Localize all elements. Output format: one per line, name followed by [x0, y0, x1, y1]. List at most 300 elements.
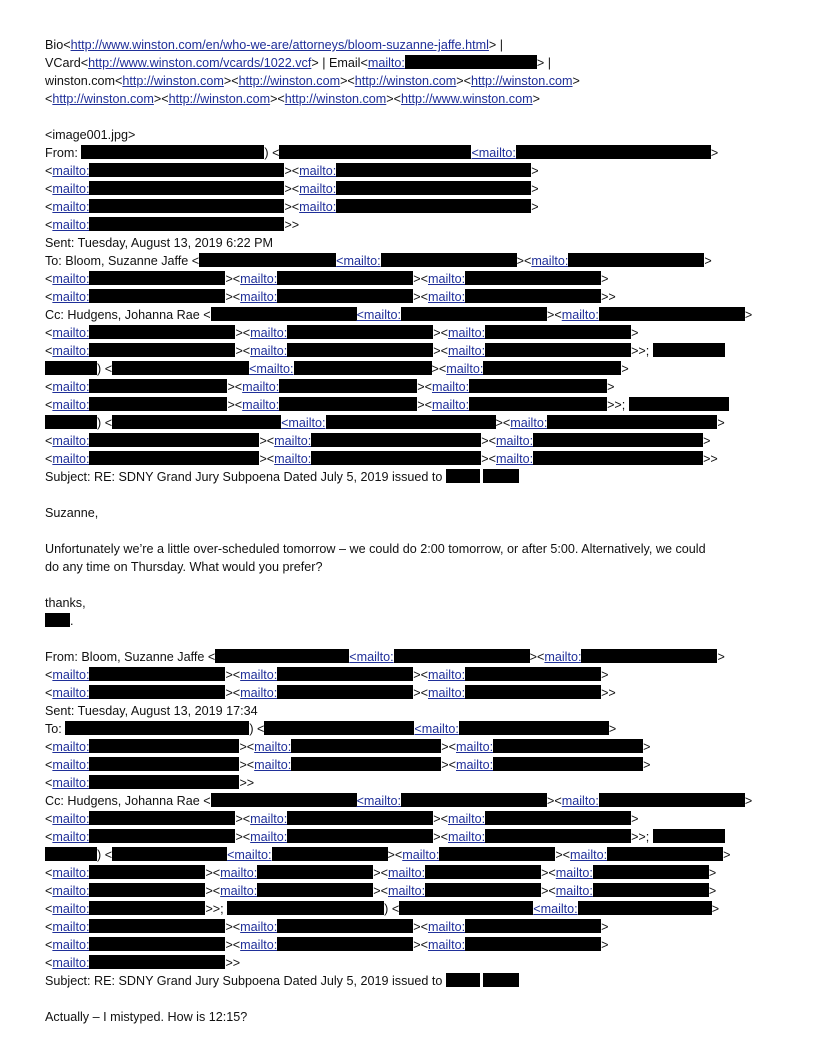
redaction-box [394, 649, 530, 663]
text-line [45, 126, 785, 144]
hyperlink[interactable]: mailto: [447, 344, 486, 358]
redaction-box [607, 847, 723, 861]
redaction-box [459, 721, 609, 735]
blank-line [45, 630, 785, 648]
text-segment: > [710, 146, 719, 160]
redaction-box [279, 145, 471, 159]
text-segment: >< [239, 740, 255, 754]
redaction-box [257, 865, 373, 879]
text-line [45, 360, 785, 378]
text-line [45, 756, 785, 774]
text-segment: < [45, 776, 53, 790]
text-segment: >< [223, 74, 239, 88]
redaction-box [89, 667, 225, 681]
redaction-box [89, 937, 225, 951]
text-line [45, 774, 785, 792]
text-segment: < [45, 326, 53, 340]
text-segment: >>; [631, 830, 653, 844]
redaction-box [89, 955, 225, 969]
text-segment: > [643, 740, 651, 754]
redaction-box [425, 883, 541, 897]
redaction-box [399, 901, 533, 915]
hyperlink[interactable]: mailto: [240, 920, 278, 934]
hyperlink[interactable]: mailto: [250, 326, 288, 340]
hyperlink[interactable]: mailto: [52, 452, 90, 466]
hyperlink[interactable]: mailto: [250, 830, 288, 844]
hyperlink[interactable]: mailto: [299, 182, 337, 196]
blank-line [45, 108, 785, 126]
hyperlink[interactable]: <mailto: [414, 722, 459, 736]
hyperlink[interactable]: mailto: [52, 740, 90, 754]
text-segment: < [45, 92, 53, 106]
hyperlink[interactable]: mailto: [555, 866, 593, 880]
hyperlink[interactable]: mailto: [495, 434, 534, 448]
text-segment: >< [235, 812, 251, 826]
hyperlink[interactable]: <mailto: [349, 650, 394, 664]
text-segment: >< [433, 326, 448, 340]
hyperlink[interactable]: mailto: [431, 380, 470, 394]
text-segment: >< [284, 200, 300, 214]
text-line [45, 702, 785, 720]
hyperlink[interactable]: mailto: [52, 758, 90, 772]
text-segment: >> [601, 686, 616, 700]
hyperlink[interactable]: http://winston.com [284, 92, 387, 106]
redaction-box [89, 865, 205, 879]
hyperlink[interactable]: mailto: [299, 164, 337, 178]
text-segment: >>; [631, 344, 653, 358]
hyperlink[interactable]: http://www.winston.com/en/who-we-are/attorneys/bloom-suzanne-jaffe.html [70, 38, 489, 52]
redaction-box [81, 145, 264, 159]
redaction-box [291, 739, 441, 753]
redaction-box [89, 739, 239, 753]
redaction-box [469, 379, 607, 393]
hyperlink[interactable]: mailto: [455, 740, 494, 754]
text-segment: >> [703, 452, 718, 466]
redaction-box [89, 163, 284, 177]
text-segment: > [708, 884, 717, 898]
hyperlink[interactable]: mailto: [240, 668, 278, 682]
text-segment: >< [225, 290, 241, 304]
text-line [45, 540, 785, 558]
text-line [45, 324, 785, 342]
redaction-box [277, 271, 413, 285]
text-segment: >> [284, 218, 300, 232]
hyperlink[interactable]: mailto: [427, 668, 466, 682]
text-line [45, 666, 785, 684]
text-segment: Subject: RE: SDNY Grand Jury Subpoena Dated July 5, 2019 issued to [45, 974, 446, 988]
text-line [45, 144, 785, 162]
redaction-box [89, 883, 205, 897]
hyperlink[interactable]: mailto: [240, 938, 278, 952]
text-segment: Sent: Tuesday, August 13, 2019 6:22 PM [45, 236, 274, 250]
hyperlink[interactable]: mailto: [387, 866, 426, 880]
text-line [45, 612, 785, 630]
text-segment: < [45, 164, 53, 178]
text-segment: > [717, 650, 725, 664]
blank-line [45, 990, 785, 1008]
text-line [45, 342, 785, 360]
redaction-box [336, 199, 531, 213]
text-segment: Cc: Hudgens, Johanna Rae < [45, 308, 211, 322]
text-segment: > [704, 254, 712, 268]
text-line [45, 162, 785, 180]
redaction-box [578, 901, 712, 915]
text-line [45, 594, 785, 612]
hyperlink[interactable]: mailto: [544, 650, 582, 664]
redaction-box [272, 847, 388, 861]
text-segment: > [608, 722, 617, 736]
redaction-box [629, 397, 729, 411]
text-segment: >< [373, 866, 388, 880]
hyperlink[interactable]: mailto: [561, 794, 599, 808]
text-segment: Bio< [45, 38, 71, 52]
text-line [45, 306, 785, 324]
hyperlink[interactable]: mailto: [52, 344, 90, 358]
text-segment: do any time on Thursday. What would you prefer? [45, 560, 323, 574]
hyperlink[interactable]: <mailto: [356, 308, 402, 322]
redaction-box [211, 793, 357, 807]
redaction-box [465, 667, 601, 681]
hyperlink[interactable]: mailto: [431, 398, 470, 412]
hyperlink[interactable]: mailto: [52, 902, 90, 916]
text-segment: > [744, 308, 753, 322]
text-segment: To: Bloom, Suzanne Jaffe < [45, 254, 200, 268]
hyperlink[interactable]: mailto: [531, 254, 569, 268]
hyperlink[interactable]: mailto: [455, 758, 494, 772]
hyperlink[interactable]: mailto: [447, 812, 486, 826]
redaction-box [89, 829, 235, 843]
hyperlink[interactable]: mailto: [240, 686, 278, 700]
hyperlink[interactable]: http://www.winston.com [401, 92, 533, 106]
hyperlink[interactable]: mailto: [387, 884, 426, 898]
hyperlink[interactable]: http://winston.com [52, 92, 154, 106]
hyperlink[interactable]: mailto: [447, 326, 486, 340]
hyperlink[interactable]: mailto: [561, 308, 599, 322]
text-segment: >< [413, 272, 428, 286]
text-segment: > [601, 668, 609, 682]
redaction-box [287, 811, 433, 825]
redaction-box [277, 667, 413, 681]
text-segment: < [45, 344, 53, 358]
hyperlink[interactable]: mailto: [254, 758, 292, 772]
redaction-box [653, 829, 725, 843]
redaction-box [485, 325, 631, 339]
text-segment: >< [417, 380, 432, 394]
redaction-box [581, 649, 717, 663]
text-segment: < [45, 758, 53, 772]
text-segment: Suzanne, [45, 506, 99, 520]
text-segment: >< [205, 884, 221, 898]
hyperlink[interactable]: http://winston.com [354, 74, 457, 88]
text-segment: >< [547, 308, 562, 322]
hyperlink[interactable]: mailto: [402, 848, 440, 862]
text-line [45, 504, 785, 522]
text-line [45, 234, 785, 252]
text-segment: >< [205, 866, 221, 880]
hyperlink[interactable]: mailto: [427, 686, 466, 700]
hyperlink[interactable]: mailto: [220, 884, 258, 898]
text-segment: >< [541, 884, 556, 898]
redaction-box [211, 307, 357, 321]
text-line [45, 450, 785, 468]
hyperlink[interactable]: mailto: [299, 200, 337, 214]
redaction-box [547, 415, 717, 429]
text-segment: >< [433, 830, 448, 844]
redaction-box [89, 271, 225, 285]
text-segment: > [711, 902, 720, 916]
text-segment: > [531, 164, 539, 178]
redaction-box [599, 793, 745, 807]
text-segment: . [70, 614, 74, 628]
redaction-box [483, 361, 621, 375]
text-segment: > [631, 812, 639, 826]
hyperlink[interactable]: <mailto: [356, 794, 402, 808]
hyperlink[interactable]: mailto: [52, 218, 90, 232]
text-segment: Actually – I mistyped. How is 12:15? [45, 1010, 248, 1024]
hyperlink[interactable]: http://www.winston.com/vcards/1022.vcf [88, 56, 312, 70]
text-segment: >< [495, 416, 511, 430]
redaction-box [89, 199, 284, 213]
hyperlink[interactable]: http://winston.com [168, 92, 271, 106]
hyperlink[interactable]: mailto: [427, 920, 466, 934]
hyperlink[interactable]: mailto: [495, 452, 534, 466]
redaction-box [465, 271, 601, 285]
hyperlink[interactable]: mailto: [52, 200, 90, 214]
text-segment: >< [555, 848, 571, 862]
redaction-box [89, 451, 259, 465]
redaction-box [89, 901, 205, 915]
redaction-box [215, 649, 349, 663]
redaction-box [381, 253, 517, 267]
redaction-box [485, 343, 631, 357]
text-segment: < [45, 200, 53, 214]
hyperlink[interactable]: mailto: [367, 56, 405, 70]
hyperlink[interactable]: mailto: [220, 866, 258, 880]
redaction-box [493, 757, 643, 771]
hyperlink[interactable]: mailto: [52, 830, 90, 844]
text-segment: >< [225, 668, 241, 682]
redaction-box [405, 55, 537, 69]
text-line [45, 810, 785, 828]
text-segment: >< [259, 434, 275, 448]
text-segment: To: [45, 722, 66, 736]
hyperlink[interactable]: mailto: [52, 866, 90, 880]
hyperlink[interactable]: mailto: [254, 740, 292, 754]
hyperlink[interactable]: mailto: [52, 884, 90, 898]
email-document [45, 36, 785, 1026]
text-segment: >< [541, 866, 556, 880]
hyperlink[interactable]: mailto: [240, 290, 278, 304]
redaction-box [465, 289, 601, 303]
text-segment: > | Email< [311, 56, 368, 70]
text-segment: > [723, 848, 731, 862]
hyperlink[interactable]: <mailto: [281, 416, 326, 430]
text-segment: < [45, 272, 53, 286]
hyperlink[interactable]: mailto: [427, 290, 466, 304]
text-line [45, 900, 785, 918]
text-segment: >< [413, 920, 428, 934]
text-segment: < [45, 398, 53, 412]
text-line [45, 720, 785, 738]
text-line [45, 54, 785, 72]
text-segment: >< [235, 344, 251, 358]
text-line [45, 1008, 785, 1026]
text-segment: < [45, 866, 53, 880]
hyperlink[interactable]: <mailto: [336, 254, 381, 268]
hyperlink[interactable]: <mailto: [533, 902, 578, 916]
hyperlink[interactable]: mailto: [52, 686, 90, 700]
text-segment: <image001.jpg> [45, 128, 136, 142]
text-line [45, 738, 785, 756]
text-line [45, 72, 785, 90]
hyperlink[interactable]: <mailto: [249, 362, 294, 376]
redaction-box [533, 451, 703, 465]
hyperlink[interactable]: mailto: [242, 380, 280, 394]
text-segment: >< [373, 884, 388, 898]
text-segment: > [601, 938, 609, 952]
hyperlink[interactable]: mailto: [427, 938, 466, 952]
redaction-box [326, 415, 496, 429]
text-segment: > [643, 758, 651, 772]
text-segment: > [531, 182, 539, 196]
text-segment: > | [536, 56, 552, 70]
hyperlink[interactable]: mailto: [555, 884, 593, 898]
hyperlink[interactable]: mailto: [52, 956, 90, 970]
text-line [45, 36, 785, 54]
hyperlink[interactable]: mailto: [427, 272, 466, 286]
hyperlink[interactable]: mailto: [52, 668, 90, 682]
hyperlink[interactable]: mailto: [52, 812, 90, 826]
redaction-box [264, 721, 414, 735]
text-segment: >< [529, 650, 545, 664]
hyperlink[interactable]: mailto: [250, 344, 288, 358]
text-segment: >< [259, 452, 275, 466]
redaction-box [439, 847, 555, 861]
text-line [45, 378, 785, 396]
redaction-box [45, 415, 97, 429]
text-segment: From: Bloom, Suzanne Jaffe < [45, 650, 216, 664]
hyperlink[interactable]: mailto: [52, 326, 90, 340]
redaction-box [112, 361, 249, 375]
hyperlink[interactable]: mailto: [52, 380, 90, 394]
text-segment: > [601, 920, 609, 934]
text-segment: From: [45, 146, 82, 160]
text-segment: > [717, 416, 725, 430]
redaction-box [599, 307, 745, 321]
hyperlink[interactable]: http://winston.com [471, 74, 573, 88]
text-segment: < [45, 452, 53, 466]
text-segment: < [45, 938, 53, 952]
redaction-box [89, 775, 239, 789]
redaction-box [89, 325, 235, 339]
redaction-box [279, 379, 417, 393]
redaction-box [89, 379, 227, 393]
hyperlink[interactable]: mailto: [52, 272, 90, 286]
hyperlink[interactable]: mailto: [242, 398, 280, 412]
redaction-box [287, 829, 433, 843]
hyperlink[interactable]: <mailto: [471, 146, 516, 160]
text-segment: >< [153, 92, 169, 106]
hyperlink[interactable]: mailto: [52, 290, 90, 304]
hyperlink[interactable]: mailto: [570, 848, 608, 862]
text-segment: > [621, 362, 629, 376]
text-segment: > [531, 200, 539, 214]
hyperlink[interactable]: mailto: [447, 830, 486, 844]
text-segment: < [45, 686, 53, 700]
text-segment: >< [413, 938, 428, 952]
text-segment: ) < [97, 362, 113, 376]
hyperlink[interactable]: <mailto: [227, 848, 272, 862]
text-segment: < [45, 812, 53, 826]
text-line [45, 432, 785, 450]
text-segment: < [45, 956, 53, 970]
blank-line [45, 486, 785, 504]
hyperlink[interactable]: mailto: [274, 434, 312, 448]
redaction-box [446, 469, 480, 483]
blank-line [45, 576, 785, 594]
redaction-box [469, 397, 607, 411]
text-segment: ) < [97, 848, 113, 862]
hyperlink[interactable]: http://winston.com [122, 74, 224, 88]
text-segment: < [45, 884, 53, 898]
redaction-box [311, 433, 481, 447]
redaction-box [291, 757, 441, 771]
hyperlink[interactable]: mailto: [52, 938, 90, 952]
text-segment: >< [547, 794, 562, 808]
text-segment: < [45, 920, 53, 934]
redaction-box [483, 469, 519, 483]
text-segment: >> [601, 290, 616, 304]
text-segment: >< [227, 380, 243, 394]
redaction-box [568, 253, 704, 267]
hyperlink[interactable]: mailto: [274, 452, 312, 466]
redaction-box [89, 289, 225, 303]
text-segment: >< [387, 848, 403, 862]
text-segment: VCard< [45, 56, 89, 70]
redaction-box [485, 829, 631, 843]
hyperlink[interactable]: mailto: [510, 416, 548, 430]
redaction-box [89, 919, 225, 933]
text-segment: >< [270, 92, 285, 106]
hyperlink[interactable]: mailto: [52, 398, 90, 412]
redaction-box [65, 721, 249, 735]
text-line [45, 882, 785, 900]
text-segment: > [631, 326, 639, 340]
text-segment: < [45, 290, 53, 304]
hyperlink[interactable]: mailto: [52, 920, 90, 934]
text-line [45, 864, 785, 882]
hyperlink[interactable]: mailto: [446, 362, 484, 376]
text-segment: >< [340, 74, 355, 88]
hyperlink[interactable]: mailto: [52, 434, 90, 448]
hyperlink[interactable]: mailto: [52, 164, 90, 178]
hyperlink[interactable]: mailto: [52, 182, 90, 196]
text-segment: >< [413, 290, 428, 304]
text-segment: < [45, 182, 53, 196]
text-segment: >< [227, 398, 243, 412]
hyperlink[interactable]: mailto: [240, 272, 278, 286]
text-segment: >< [235, 830, 251, 844]
text-segment: >< [441, 758, 456, 772]
text-segment: >>; [607, 398, 629, 412]
text-segment: > [532, 92, 540, 106]
text-segment: >< [284, 182, 300, 196]
redaction-box [227, 901, 384, 915]
hyperlink[interactable]: mailto: [250, 812, 288, 826]
hyperlink[interactable]: http://winston.com [238, 74, 341, 88]
text-line [45, 846, 785, 864]
hyperlink[interactable]: mailto: [52, 776, 90, 790]
